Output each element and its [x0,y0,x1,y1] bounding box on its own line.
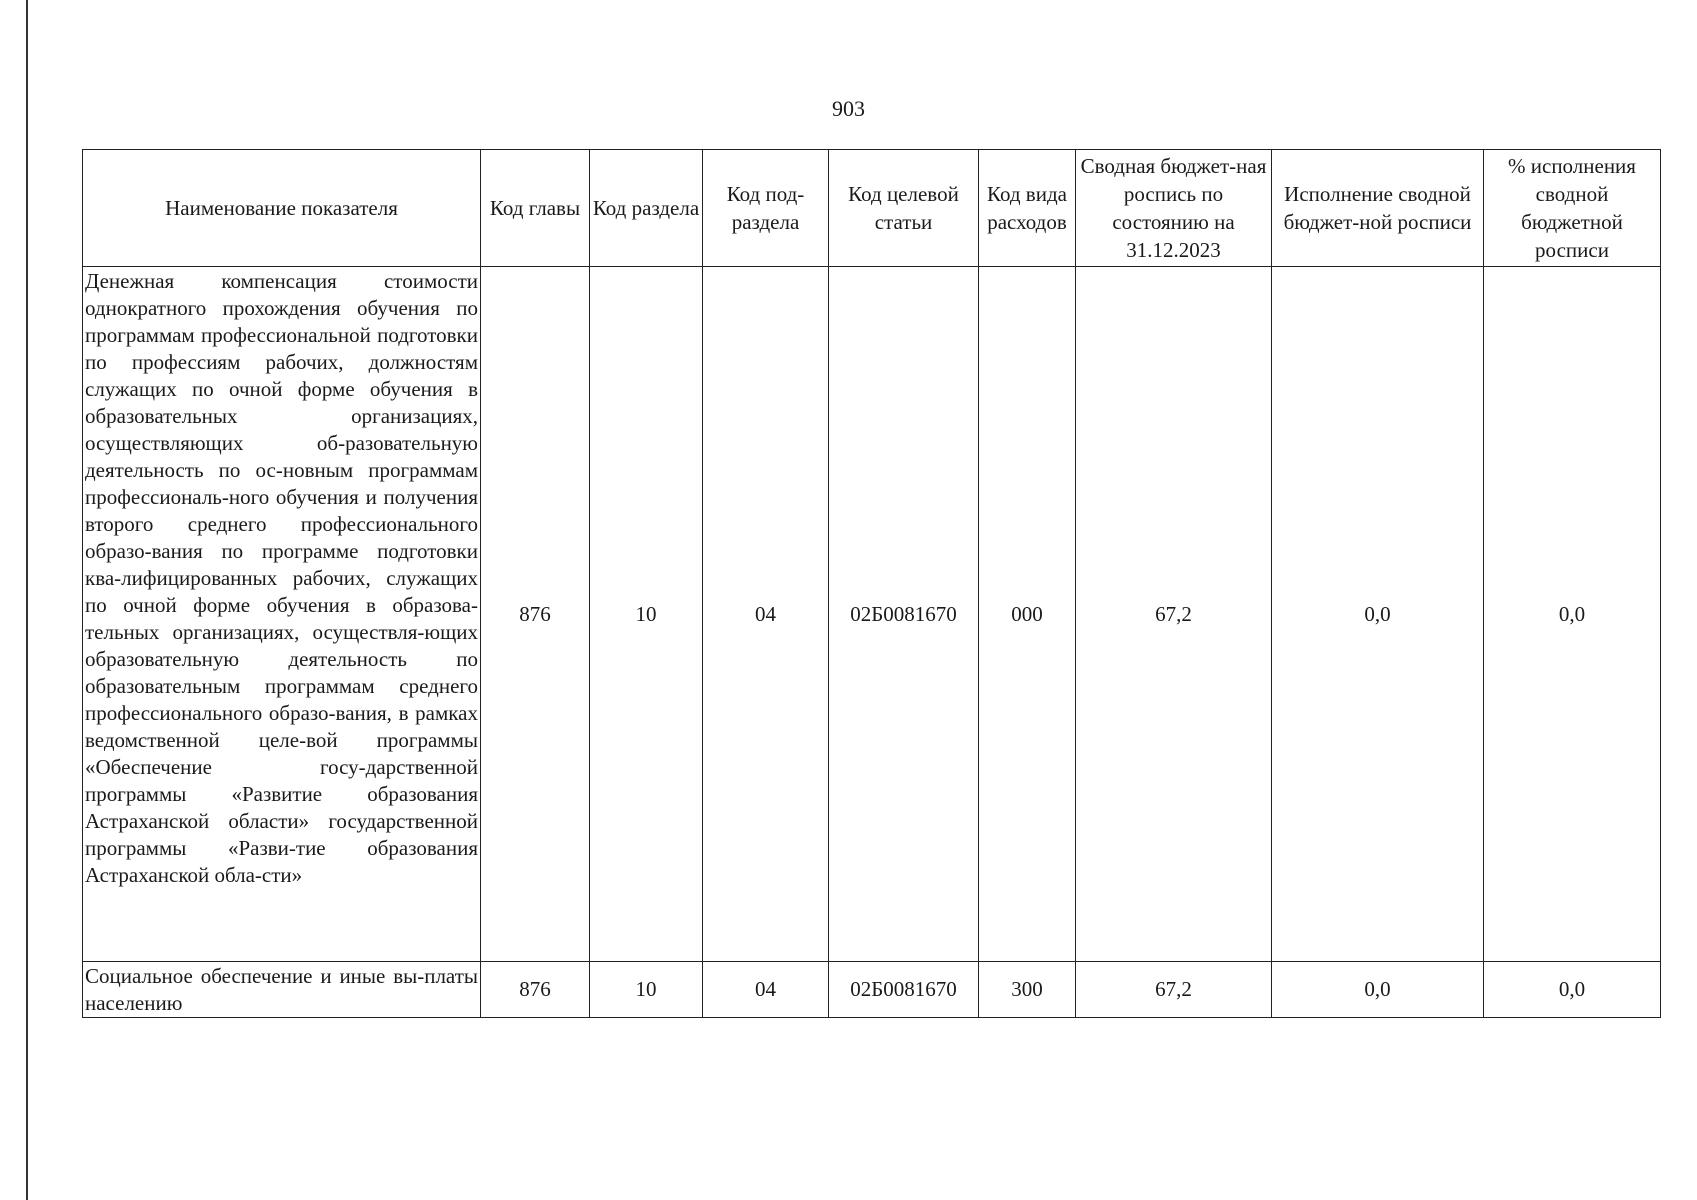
cell-target-item-code: 02Б0081670 [829,962,979,1018]
table-header-row [83,150,1661,267]
cell-execution-percent: 0,0 [1484,267,1661,962]
header-execution: Исполнение сводной бюджет-ной росписи [1272,150,1484,267]
header-budget-schedule: Сводная бюджет-ная роспись по состоянию на 31.12.2023 [1076,150,1272,267]
header-expense-type-code: Код вида расходов [979,150,1076,267]
cell-budget-schedule: 67,2 [1076,267,1272,962]
cell-section-code: 10 [590,267,703,962]
page-number: 903 [832,96,865,121]
header-chapter-code: Код главы [481,150,590,267]
cell-chapter-code: 876 [481,962,590,1018]
header-target-item-code: Код целевой статьи [829,150,979,267]
cell-execution: 0,0 [1272,962,1484,1018]
cell-budget-schedule: 67,2 [1076,962,1272,1018]
left-margin-line [26,0,28,1200]
header-section-code: Код раздела [590,150,703,267]
cell-subsection-code: 04 [703,267,829,962]
cell-chapter-code: 876 [481,267,590,962]
cell-section-code: 10 [590,962,703,1018]
header-name: Наименование показателя [83,150,481,267]
cell-execution-percent: 0,0 [1484,962,1661,1018]
header-execution-percent: % исполнения сводной бюджетной росписи [1484,150,1661,267]
cell-subsection-code: 04 [703,962,829,1018]
cell-execution: 0,0 [1272,267,1484,962]
cell-name: Денежная компенсация стоимости однократного прохождения обучения по программам профессиональной подготовки по профессиям рабочих, должностям служащих по очной форме обучения в образовательных организациях, осуществляющих об-разовательную деятельность по ос-новным программам профессиональ-ного обучения и получения второго среднего профессионального образо-вания по программе подготовки ква-лифицированных рабочих, служащих по очной форме обучения в образова-тельных организациях, осуществля-ющих образовательную деятельность по образовательным программам среднего профессионального образо-вания, в рамках ведомственной целе-вой программы «Обеспечение госу-дарственной программы «Развитие образования Астраханской области» государственной программы «Разви-тие образования Астраханской обла-сти» [83,267,481,962]
budget-execution-table [82,149,1661,1018]
cell-name: Социальное обеспечение и иные вы-платы населению [83,962,481,1018]
cell-expense-type-code: 000 [979,267,1076,962]
header-subsection-code: Код под-раздела [703,150,829,267]
table-row [83,962,1661,1018]
cell-target-item-code: 02Б0081670 [829,267,979,962]
table-row [83,267,1661,962]
cell-expense-type-code: 300 [979,962,1076,1018]
